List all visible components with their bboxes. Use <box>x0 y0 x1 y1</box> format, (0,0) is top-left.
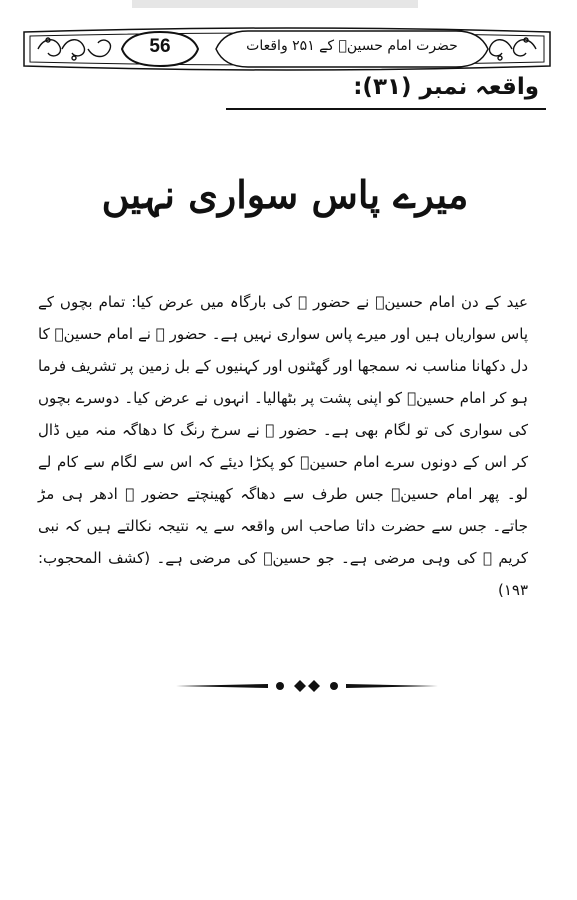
page-header <box>18 26 556 72</box>
event-heading-underline <box>226 108 546 110</box>
event-number-heading: واقعہ نمبر (۳۱): <box>353 74 539 100</box>
ornamental-divider <box>172 674 442 698</box>
body-paragraph: عید کے دن امام حسینؓ نے حضور ﷺ کی بارگاہ میں عرض کیا: تمام بچوں کے پاس سواریاں ہیں اور میرے پاس سواری نہیں ہے۔ حضور ﷺ نے امام حسینؓ کا دل دکھانا مناسب نہ سمجھا اور گھٹنوں اور کہنیوں کے بل زمین پر تشریف فرما ہو کر امام حسینؓ کو اپنی پشت پر بٹھالیا۔ انہوں نے عرض کیا۔ دوسرے بچوں کی سواری کی تو لگام بھی ہے۔ حضور ﷺ نے سرخ رنگ کا دھاگہ منہ میں ڈال کر اس کے دونوں سرے امام حسینؓ کو پکڑا دیئے کہ اس سے لگام سے کام لے لو۔ پھر امام حسینؓ جس طرف سے دھاگہ کھینچتے حضور ﷺ ادھر ہی مڑ جاتے۔ جس سے حضرت داتا صاحب اس واقعہ سے یہ نتیجہ نکالتے ہیں کہ نبی کریم ﷺ کی وہی مرضی ہے۔ جو حسینؓ کی مرضی ہے۔ (کشف المحجوب: ۱۹۳) <box>38 293 528 599</box>
running-title: حضرت امام حسینؓ کے ۲۵۱ واقعات <box>246 38 458 54</box>
page-title: میرے پاس سواری نہیں <box>101 172 469 217</box>
page-number: 56 <box>149 36 171 57</box>
top-gray-strip <box>132 0 418 8</box>
